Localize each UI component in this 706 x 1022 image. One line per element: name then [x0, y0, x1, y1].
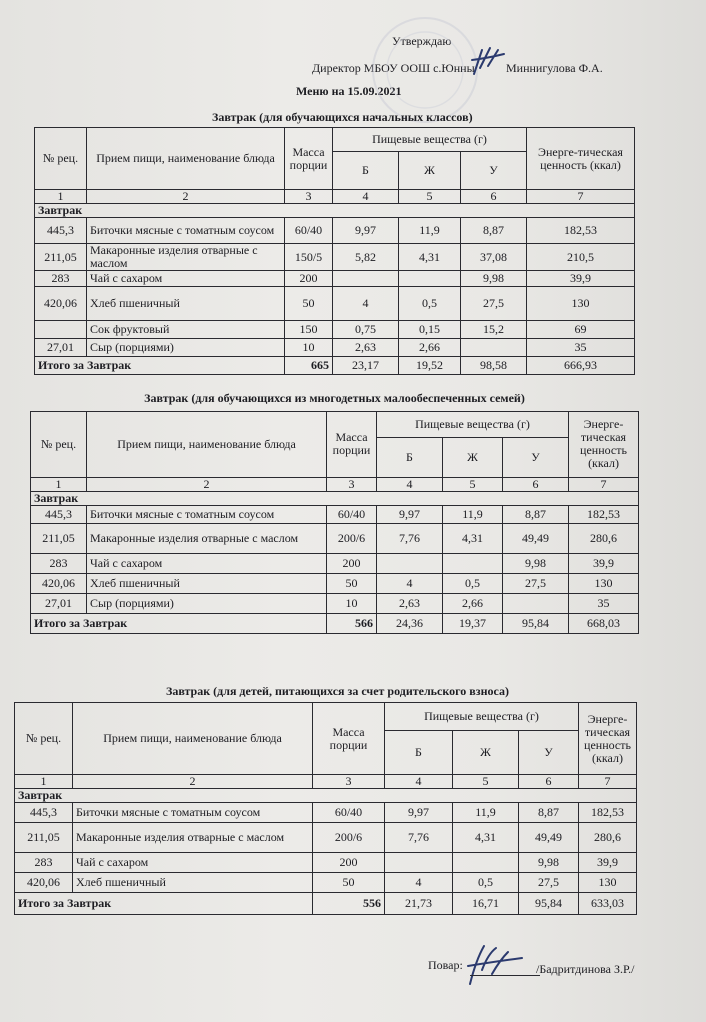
cell-u: 9,98	[519, 853, 579, 873]
col-u-header: У	[461, 152, 527, 190]
cell-zh	[453, 853, 519, 873]
cell-num: 445,3	[15, 803, 73, 823]
cell-mass: 10	[327, 593, 377, 613]
cell-mass: 60/40	[327, 505, 377, 523]
col-nutr-header: Пищевые вещества (г)	[385, 703, 579, 731]
total-kcal: 668,03	[569, 613, 639, 633]
cell-u: 27,5	[461, 287, 527, 321]
cell-kcal: 130	[569, 573, 639, 593]
col-mass-header: Масса порции	[285, 128, 333, 190]
cell-b: 9,97	[385, 803, 453, 823]
cell-b	[385, 853, 453, 873]
total-zh: 19,52	[399, 357, 461, 375]
col-num-header: № рец.	[35, 128, 87, 190]
cell-dish: Сыр (порциями)	[87, 593, 327, 613]
cell-kcal: 35	[569, 593, 639, 613]
cell-mass: 200/6	[313, 823, 385, 853]
cell-b: 9,97	[377, 505, 443, 523]
cell-mass: 200	[313, 853, 385, 873]
table-row	[31, 593, 639, 613]
cell-b: 7,76	[377, 523, 443, 553]
total-zh: 19,37	[443, 613, 503, 633]
cell-num: 211,05	[31, 523, 87, 553]
total-row	[35, 357, 635, 375]
col-u-header: У	[519, 731, 579, 775]
cell-zh	[443, 553, 503, 573]
col-index: 6	[519, 775, 579, 789]
table-row	[15, 873, 637, 893]
table-row	[35, 244, 635, 271]
total-u: 98,58	[461, 357, 527, 375]
cell-kcal: 182,53	[569, 505, 639, 523]
cell-kcal: 130	[527, 287, 635, 321]
section-3-table	[14, 702, 637, 915]
cell-dish: Хлеб пшеничный	[87, 573, 327, 593]
cell-num: 420,06	[31, 573, 87, 593]
col-index: 3	[285, 190, 333, 204]
cell-u: 27,5	[519, 873, 579, 893]
cell-zh: 0,5	[399, 287, 461, 321]
cell-mass: 200/6	[327, 523, 377, 553]
cell-zh: 2,66	[399, 339, 461, 357]
cell-mass: 50	[285, 287, 333, 321]
menu-title: Меню на 15.09.2021	[296, 84, 402, 98]
cell-mass: 200	[285, 271, 333, 287]
cell-zh: 11,9	[399, 218, 461, 244]
cell-u: 27,5	[503, 573, 569, 593]
cell-kcal: 69	[527, 321, 635, 339]
cell-dish: Макаронные изделия отварные с маслом	[73, 823, 313, 853]
cell-num: 283	[35, 271, 87, 287]
table-row	[15, 853, 637, 873]
cell-u	[503, 593, 569, 613]
cell-num: 211,05	[35, 244, 87, 271]
cell-mass: 50	[327, 573, 377, 593]
cell-num: 445,3	[35, 218, 87, 244]
cell-kcal: 130	[579, 873, 637, 893]
col-index: 5	[399, 190, 461, 204]
col-index: 3	[327, 477, 377, 491]
cell-zh: 4,31	[443, 523, 503, 553]
col-index: 3	[313, 775, 385, 789]
cell-num: 283	[31, 553, 87, 573]
cell-kcal: 39,9	[569, 553, 639, 573]
cell-b: 4	[385, 873, 453, 893]
cell-u	[461, 339, 527, 357]
meal-label: Завтрак	[31, 491, 639, 505]
cell-num: 211,05	[15, 823, 73, 853]
cell-dish: Биточки мясные с томатным соусом	[87, 218, 285, 244]
col-energy-header: Энерге-тическая ценность (ккал)	[569, 411, 639, 477]
cell-zh: 4,31	[399, 244, 461, 271]
table-row	[15, 823, 637, 853]
cook-signature-line	[470, 975, 540, 976]
cell-b: 5,82	[333, 244, 399, 271]
col-zh-header: Ж	[443, 437, 503, 477]
cell-zh: 11,9	[453, 803, 519, 823]
cell-dish: Чай с сахаром	[73, 853, 313, 873]
col-nutr-header: Пищевые вещества (г)	[377, 411, 569, 437]
cell-zh: 4,31	[453, 823, 519, 853]
col-b-header: Б	[333, 152, 399, 190]
cell-dish: Чай с сахаром	[87, 271, 285, 287]
cell-num: 445,3	[31, 505, 87, 523]
col-index: 4	[333, 190, 399, 204]
col-index: 4	[385, 775, 453, 789]
cell-kcal: 182,53	[527, 218, 635, 244]
col-dish-header: Прием пищи, наименование блюда	[87, 128, 285, 190]
cell-kcal: 280,6	[569, 523, 639, 553]
table-row	[15, 803, 637, 823]
cell-b: 9,97	[333, 218, 399, 244]
cell-zh: 0,5	[453, 873, 519, 893]
cell-u: 8,87	[503, 505, 569, 523]
table-row	[31, 553, 639, 573]
cell-u: 49,49	[519, 823, 579, 853]
total-u: 95,84	[503, 613, 569, 633]
total-label: Итого за Завтрак	[31, 613, 327, 633]
col-index: 2	[87, 477, 327, 491]
total-kcal: 633,03	[579, 893, 637, 915]
table-row	[31, 505, 639, 523]
cell-kcal: 39,9	[579, 853, 637, 873]
col-index: 1	[35, 190, 87, 204]
cell-u: 9,98	[461, 271, 527, 287]
cell-dish: Сыр (порциями)	[87, 339, 285, 357]
col-index: 2	[73, 775, 313, 789]
col-index: 7	[527, 190, 635, 204]
cell-mass: 150/5	[285, 244, 333, 271]
cell-u: 15,2	[461, 321, 527, 339]
total-label: Итого за Завтрак	[35, 357, 285, 375]
col-index: 5	[453, 775, 519, 789]
total-row	[31, 613, 639, 633]
cell-dish: Биточки мясные с томатным соусом	[73, 803, 313, 823]
cell-b: 2,63	[333, 339, 399, 357]
section-2-table	[30, 387, 639, 634]
cell-dish: Хлеб пшеничный	[73, 873, 313, 893]
col-num-header: № рец.	[31, 411, 87, 477]
cell-kcal: 35	[527, 339, 635, 357]
col-mass-header: Масса порции	[327, 411, 377, 477]
col-dish-header: Прием пищи, наименование блюда	[87, 411, 327, 477]
col-energy-header: Энерге-тическая ценность (ккал)	[527, 128, 635, 190]
cell-num: 283	[15, 853, 73, 873]
table-row	[35, 271, 635, 287]
cell-u: 49,49	[503, 523, 569, 553]
col-index: 1	[15, 775, 73, 789]
col-zh-header: Ж	[453, 731, 519, 775]
col-zh-header: Ж	[399, 152, 461, 190]
total-mass: 566	[327, 613, 377, 633]
cook-label: Повар:	[428, 958, 463, 972]
section-3-title: Завтрак (для детей, питающихся за счет родительского взноса)	[166, 684, 509, 698]
total-b: 21,73	[385, 893, 453, 915]
cell-mass: 200	[327, 553, 377, 573]
section-2-title: Завтрак (для обучающихся из многодетных малообеспеченных семей)	[31, 387, 639, 411]
cell-b: 4	[377, 573, 443, 593]
col-index: 6	[503, 477, 569, 491]
cell-num	[35, 321, 87, 339]
cell-zh	[399, 271, 461, 287]
total-row	[15, 893, 637, 915]
table-row	[35, 218, 635, 244]
cell-u: 9,98	[503, 553, 569, 573]
cell-kcal: 280,6	[579, 823, 637, 853]
col-b-header: Б	[385, 731, 453, 775]
col-u-header: У	[503, 437, 569, 477]
total-label: Итого за Завтрак	[15, 893, 313, 915]
cell-b: 0,75	[333, 321, 399, 339]
cell-dish: Биточки мясные с томатным соусом	[87, 505, 327, 523]
director-signature	[468, 44, 508, 78]
director-label: Директор МБОУ ООШ с.Юнны	[312, 61, 475, 75]
cell-u: 8,87	[461, 218, 527, 244]
table-row	[35, 321, 635, 339]
total-mass: 556	[313, 893, 385, 915]
cell-dish: Макаронные изделия отварные с маслом	[87, 523, 327, 553]
total-b: 24,36	[377, 613, 443, 633]
col-index: 5	[443, 477, 503, 491]
col-energy-header: Энерге-тическая ценность (ккал)	[579, 703, 637, 775]
cell-b: 4	[333, 287, 399, 321]
table-row	[31, 573, 639, 593]
total-mass: 665	[285, 357, 333, 375]
cell-kcal: 210,5	[527, 244, 635, 271]
cell-zh: 11,9	[443, 505, 503, 523]
cook-name: /Бадритдинова З.Р./	[536, 962, 635, 976]
table-row	[31, 523, 639, 553]
cell-dish: Макаронные изделия отварные с маслом	[87, 244, 285, 271]
col-index: 4	[377, 477, 443, 491]
meal-label: Завтрак	[35, 204, 635, 218]
cell-dish: Хлеб пшеничный	[87, 287, 285, 321]
cell-u: 37,08	[461, 244, 527, 271]
col-index: 6	[461, 190, 527, 204]
col-index: 7	[579, 775, 637, 789]
cell-zh: 0,5	[443, 573, 503, 593]
cell-b	[377, 553, 443, 573]
col-mass-header: Масса порции	[313, 703, 385, 775]
cell-dish: Чай с сахаром	[87, 553, 327, 573]
meal-label: Завтрак	[15, 789, 637, 803]
total-u: 95,84	[519, 893, 579, 915]
cell-num: 27,01	[35, 339, 87, 357]
cell-num: 27,01	[31, 593, 87, 613]
col-b-header: Б	[377, 437, 443, 477]
total-kcal: 666,93	[527, 357, 635, 375]
cell-b: 2,63	[377, 593, 443, 613]
cell-mass: 50	[313, 873, 385, 893]
section-1-table	[34, 127, 635, 375]
cell-kcal: 182,53	[579, 803, 637, 823]
col-dish-header: Прием пищи, наименование блюда	[73, 703, 313, 775]
table-row	[35, 287, 635, 321]
cell-b: 7,76	[385, 823, 453, 853]
cell-mass: 60/40	[313, 803, 385, 823]
cell-b	[333, 271, 399, 287]
table-row	[35, 339, 635, 357]
cell-kcal: 39,9	[527, 271, 635, 287]
cell-num: 420,06	[35, 287, 87, 321]
approve-label: Утверждаю	[392, 34, 452, 48]
cell-num: 420,06	[15, 873, 73, 893]
cell-mass: 150	[285, 321, 333, 339]
cell-mass: 10	[285, 339, 333, 357]
cell-zh: 2,66	[443, 593, 503, 613]
col-num-header: № рец.	[15, 703, 73, 775]
section-1-title: Завтрак (для обучающихся начальных классов)	[212, 110, 473, 124]
col-index: 1	[31, 477, 87, 491]
cell-dish: Сок фруктовый	[87, 321, 285, 339]
col-nutr-header: Пищевые вещества (г)	[333, 128, 527, 152]
cell-zh: 0,15	[399, 321, 461, 339]
cell-u: 8,87	[519, 803, 579, 823]
cook-signature	[462, 940, 528, 990]
total-zh: 16,71	[453, 893, 519, 915]
director-name: Миннигулова Ф.А.	[506, 61, 603, 75]
total-b: 23,17	[333, 357, 399, 375]
col-index: 2	[87, 190, 285, 204]
cell-mass: 60/40	[285, 218, 333, 244]
col-index: 7	[569, 477, 639, 491]
